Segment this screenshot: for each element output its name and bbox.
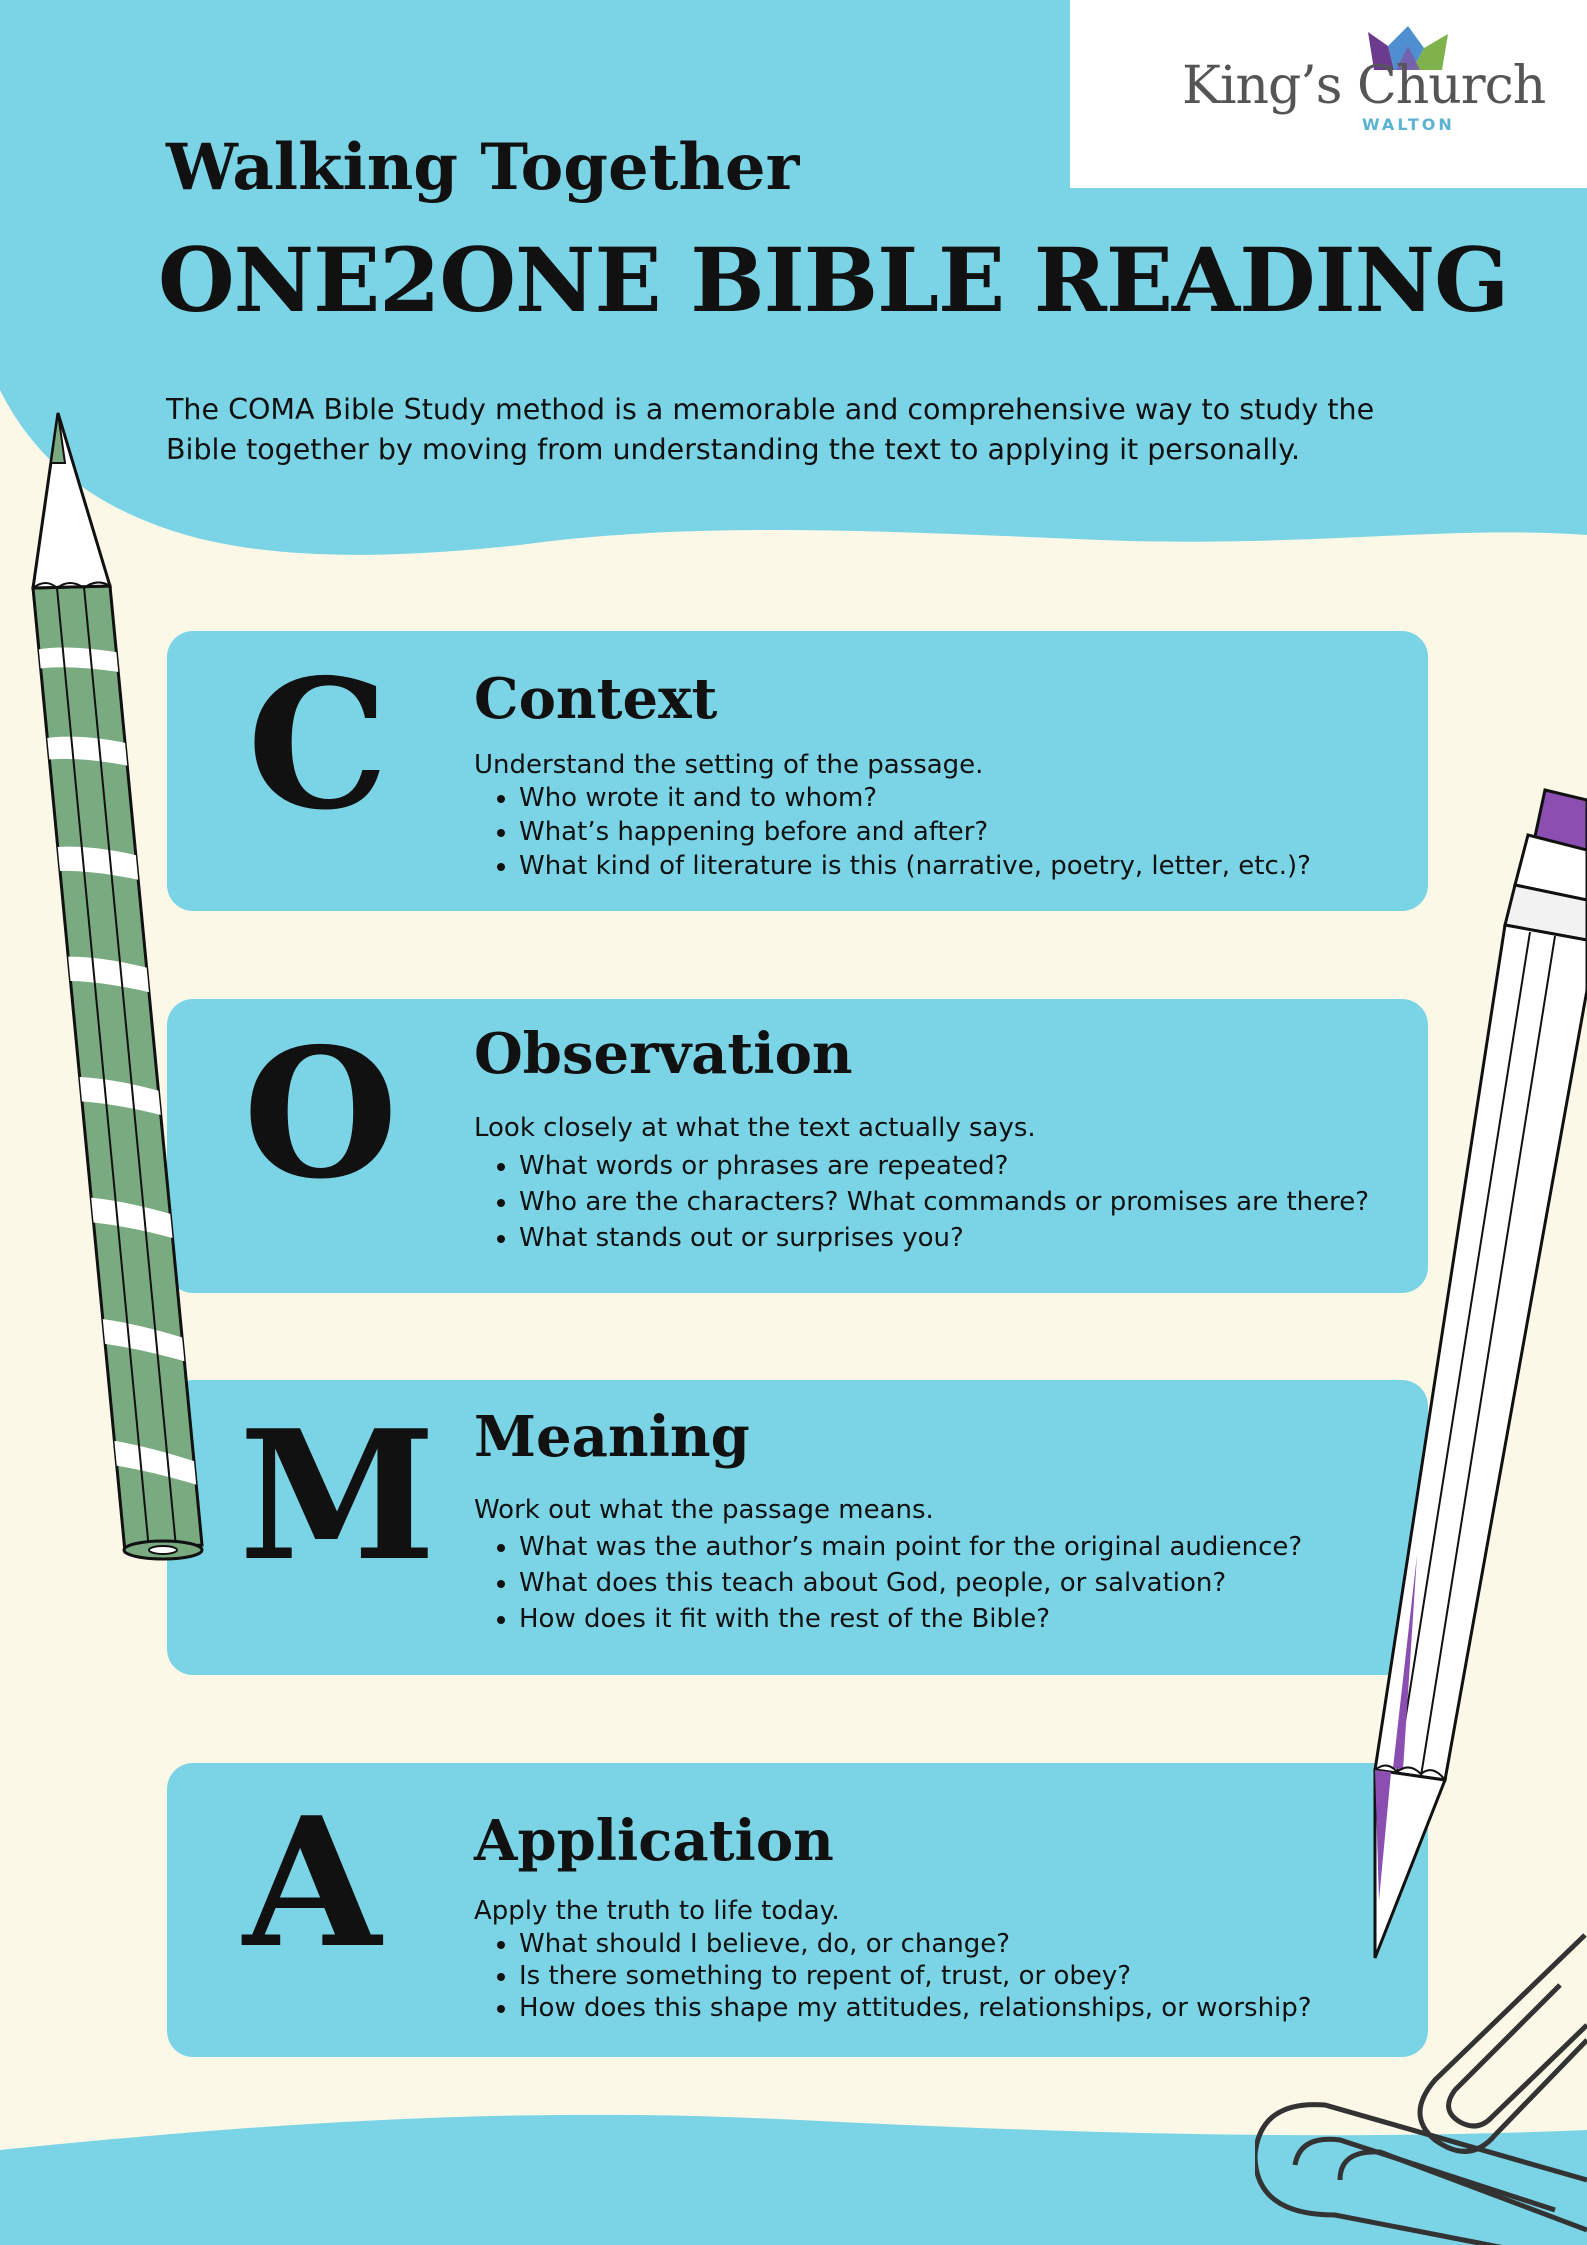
green-pencil-icon [20, 405, 220, 1575]
section-title: Observation [474, 1021, 853, 1087]
section-card-meaning [167, 1380, 1428, 1675]
list-item: • What kind of literature is this (narrative, poetry, letter, etc.)? [519, 849, 1311, 883]
paperclip-icon [1255, 1930, 1587, 2245]
list-item: • What stands out or surprises you? [519, 1220, 1369, 1256]
section-letter: A [243, 1778, 382, 1987]
list-item: • What was the author’s main point for the original audience? [519, 1529, 1302, 1565]
list-item: • Who wrote it and to whom? [519, 781, 1311, 815]
white-pencil-icon [1355, 760, 1587, 1960]
intro-line: Bible together by moving from understanding the text to applying it personally. [166, 433, 1301, 466]
list-item: • How does this shape my attitudes, relationships, or worship? [519, 1992, 1312, 2024]
section-points [474, 1148, 1369, 1256]
logo-name: King’s Church [1182, 56, 1546, 116]
section-lead: Look closely at what the text actually says. [474, 1113, 1036, 1143]
list-item: • What does this teach about God, people, or salvation? [519, 1565, 1302, 1601]
section-letter: C [247, 640, 389, 849]
logo [1070, 0, 1587, 188]
section-points [474, 781, 1311, 883]
section-card-observation [167, 999, 1428, 1293]
page-title: ONE2ONE BIBLE READING [158, 228, 1509, 332]
section-title: Application [474, 1808, 834, 1874]
section-points [474, 1529, 1302, 1637]
intro-text [166, 390, 1416, 470]
list-item: • What should I believe, do, or change? [519, 1928, 1312, 1960]
section-card-context [167, 631, 1428, 911]
section-lead: Work out what the passage means. [474, 1495, 934, 1525]
list-item: • Who are the characters? What commands or promises are there? [519, 1184, 1369, 1220]
list-item: • What’s happening before and after? [519, 815, 1311, 849]
section-points [474, 1928, 1312, 2024]
section-title: Meaning [474, 1404, 750, 1470]
intro-line: The COMA Bible Study method is a memorable and comprehensive way to study the [166, 393, 1375, 426]
kicker-title: Walking Together [166, 130, 800, 205]
section-letter: M [239, 1391, 437, 1600]
section-lead: Understand the setting of the passage. [474, 750, 984, 780]
logo-subtitle: WALTON [1362, 115, 1455, 134]
section-letter: O [243, 1009, 399, 1218]
section-title: Context [474, 666, 718, 732]
section-lead: Apply the truth to life today. [474, 1896, 840, 1926]
list-item: • Is there something to repent of, trust, or obey? [519, 1960, 1312, 1992]
list-item: • How does it fit with the rest of the Bible? [519, 1601, 1302, 1637]
section-card-application [167, 1763, 1428, 2057]
list-item: • What words or phrases are repeated? [519, 1148, 1369, 1184]
